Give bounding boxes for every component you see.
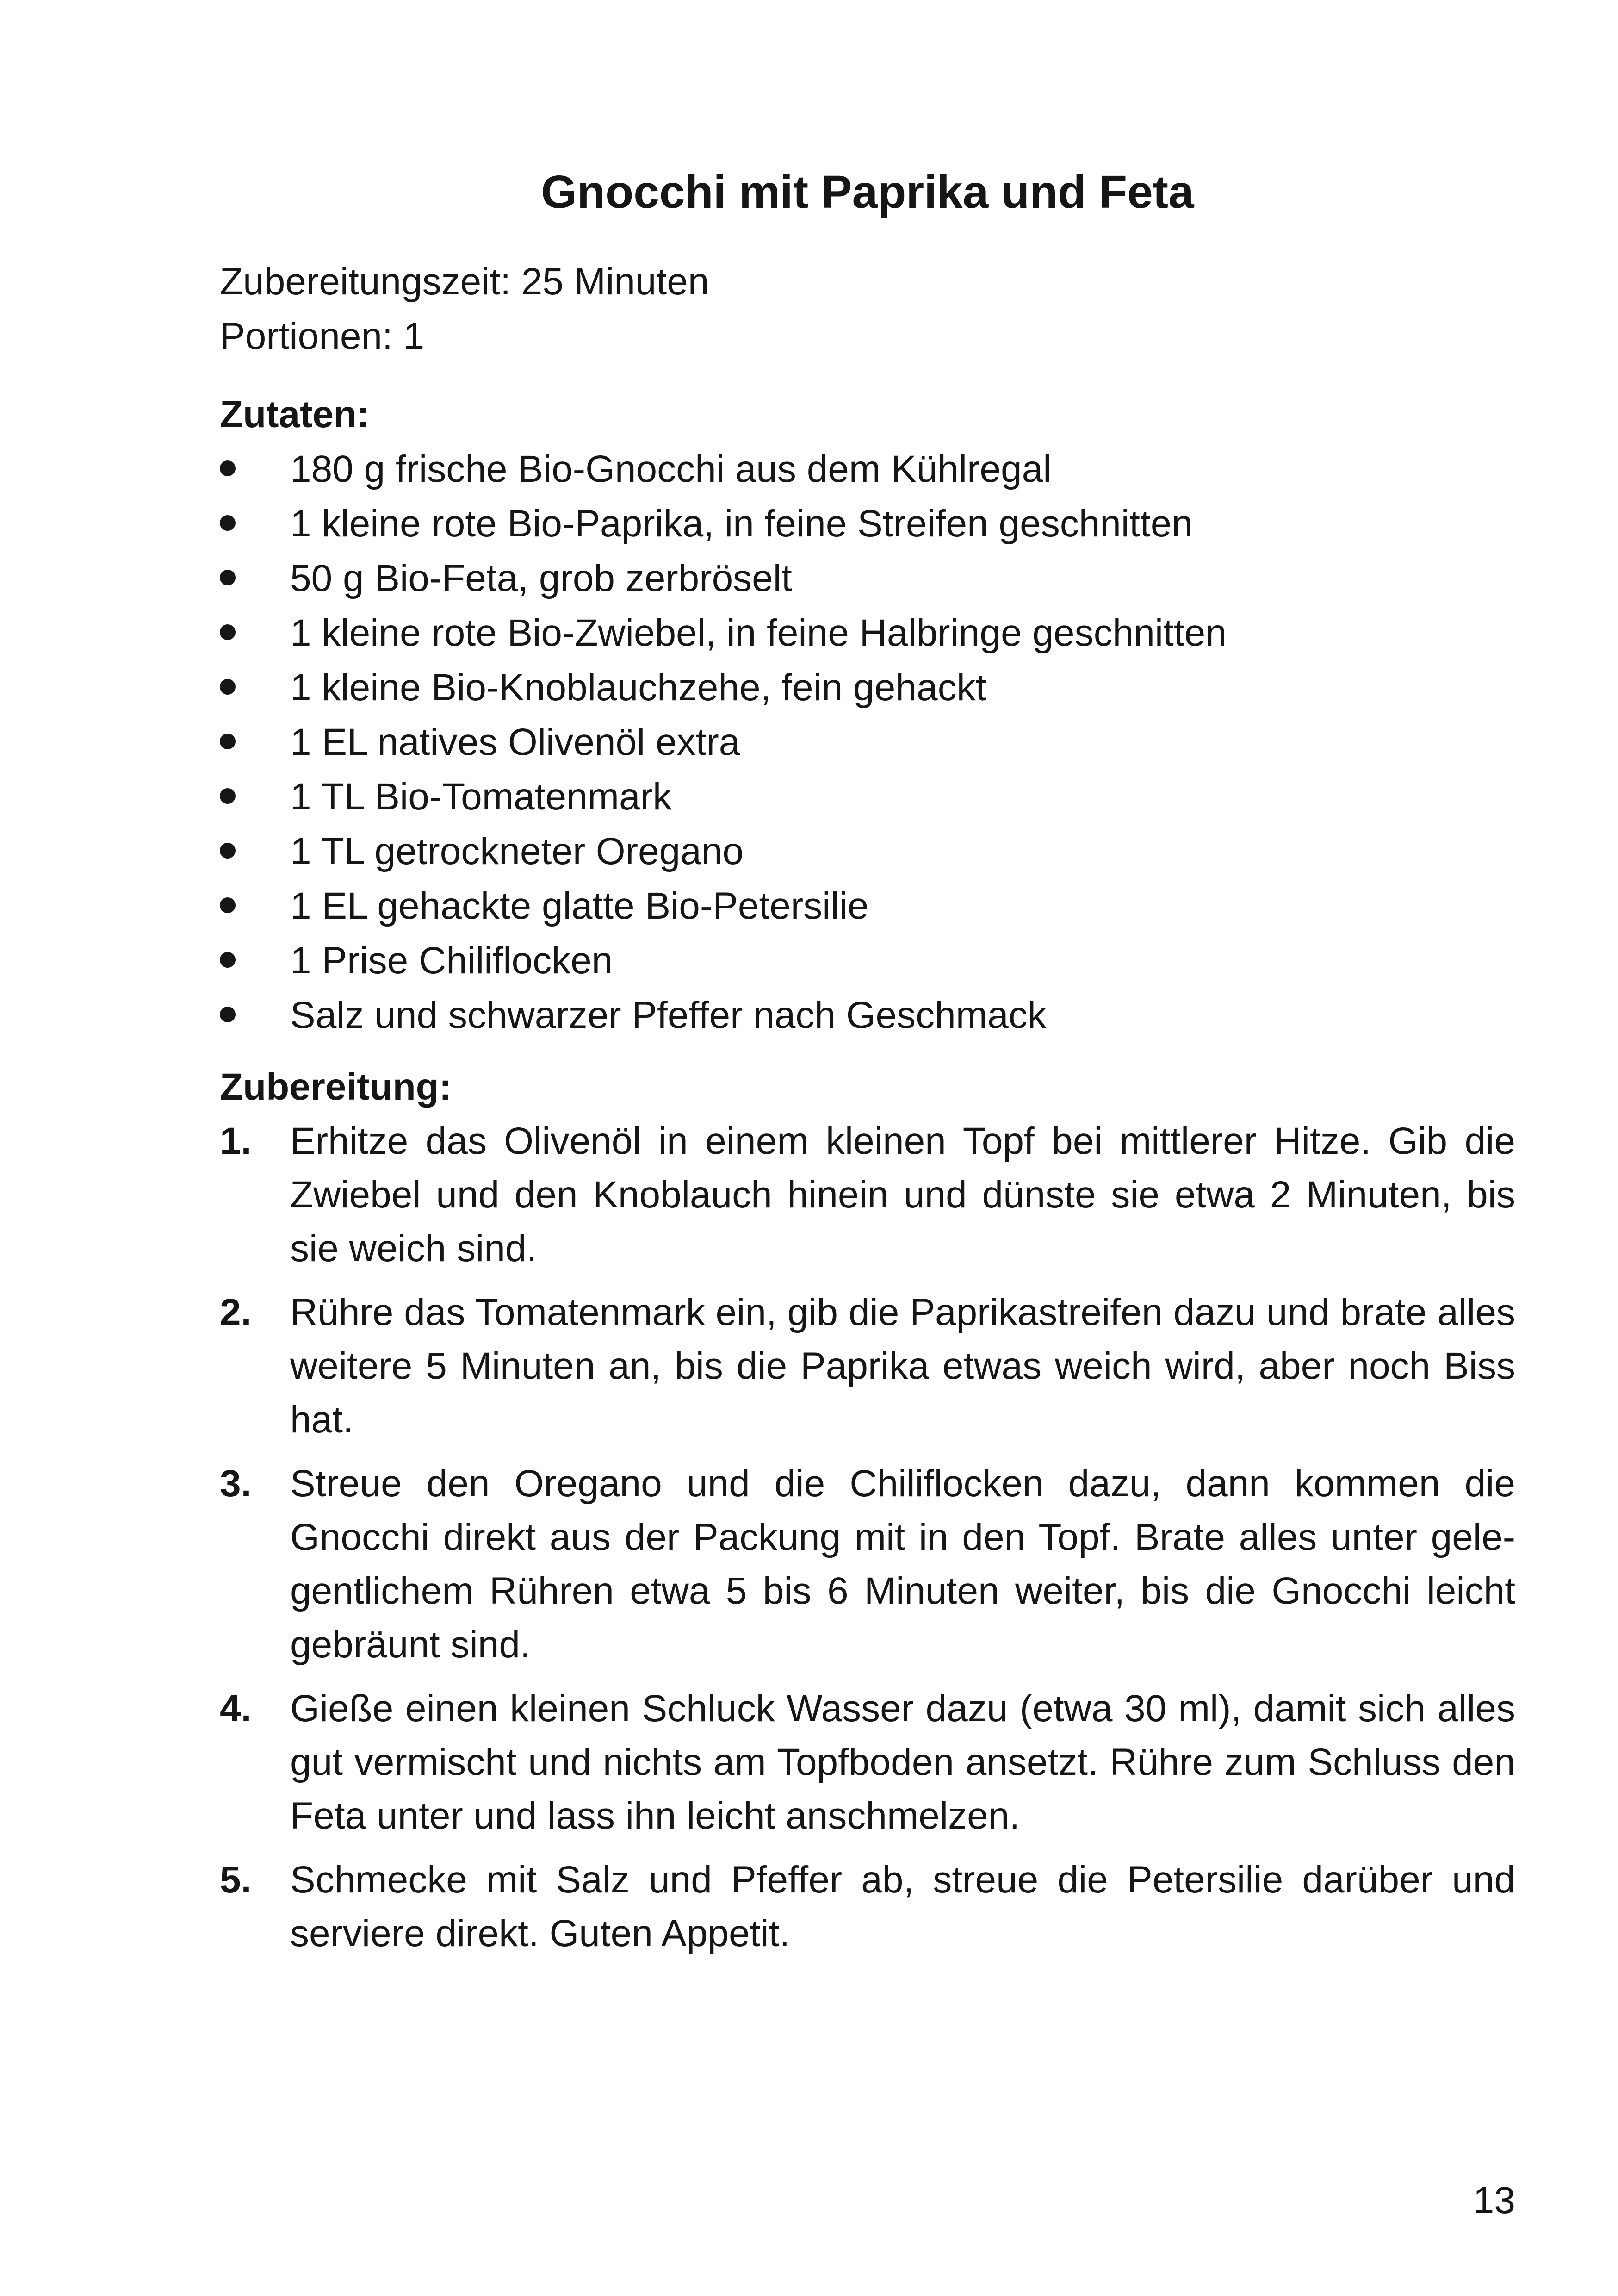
bullet-icon — [220, 788, 236, 804]
step-item — [220, 1114, 1515, 1276]
ingredient-item: 1 EL gehackte glatte Bio-Petersilie — [220, 879, 1515, 933]
ingredient-item: Salz und schwarzer Pfeffer nach Geschmack — [220, 988, 1515, 1043]
bullet-icon — [220, 570, 236, 585]
bullet-icon — [220, 843, 236, 859]
ingredient-item: 1 kleine Bio-Knoblauchzehe, fein gehackt — [220, 660, 1515, 715]
recipe-meta — [220, 255, 709, 364]
steps-list — [220, 1114, 1515, 1971]
step-item — [220, 1457, 1515, 1672]
ingredient-item: 1 kleine rote Bio-Paprika, in feine Streifen geschnitten — [220, 497, 1515, 551]
step-text: Streue den Oregano und die Chiliflocken dazu, dann kommen die Gnocchi direkt aus der Packung mit in den Topf. Brate alles unter gelegentlichem Rühren etwa 5 bis 6 Minuten weiter, bis die Gnocchi leicht gebräunt sind. — [290, 1462, 1515, 1666]
steps-heading: Zubereitung: — [220, 1066, 452, 1108]
ingredient-item: 1 EL natives Olivenöl extra — [220, 715, 1515, 770]
recipe-title: Gnocchi mit Paprika und Feta — [541, 166, 1194, 218]
step-number: 3. — [220, 1462, 252, 1505]
bullet-icon — [220, 1007, 236, 1022]
bullet-icon — [220, 897, 236, 913]
step-item — [220, 1286, 1515, 1447]
bullet-icon — [220, 952, 236, 968]
ingredient-item: 180 g frische Bio-Gnocchi aus dem Kühlregal — [220, 442, 1515, 497]
bullet-icon — [220, 515, 236, 531]
step-text: Gieße einen kleinen Schluck Wasser dazu (etwa 30 ml), damit sich alles gut vermischt und nichts am Topfboden ansetzt. Rühre zum Schluss den Feta unter und lass ihn leicht anschmelzen. — [290, 1687, 1515, 1837]
ingredient-item: 1 Prise Chiliflocken — [220, 933, 1515, 988]
bullet-icon — [220, 734, 236, 749]
page-number: 13 — [1473, 2179, 1515, 2221]
step-item — [220, 1853, 1515, 1960]
ingredient-item: 1 TL Bio-Tomatenmark — [220, 770, 1515, 824]
ingredient-item: 1 TL getrockneter Oregano — [220, 824, 1515, 879]
step-text: Rühre das Tomatenmark ein, gib die Paprikastreifen dazu und brate alles weitere 5 Minuten an, bis die Paprika etwas weich wird, aber noch Biss hat. — [290, 1291, 1515, 1441]
bullet-icon — [220, 679, 236, 695]
step-number: 4. — [220, 1687, 252, 1730]
servings: Portionen: 1 — [220, 315, 425, 357]
step-number: 1. — [220, 1120, 252, 1162]
prep-time: Zubereitungszeit: 25 Minuten — [220, 261, 709, 303]
step-number: 5. — [220, 1859, 252, 1901]
ingredients-heading: Zutaten: — [220, 393, 370, 436]
step-number: 2. — [220, 1291, 252, 1333]
ingredient-item: 1 kleine rote Bio-Zwiebel, in feine Halbringe geschnitten — [220, 606, 1515, 660]
step-text: Erhitze das Olivenöl in einem kleinen Topf bei mittlerer Hitze. Gib die Zwiebel und den Knoblauch hinein und dünste sie etwa 2 Minuten, bis sie weich sind. — [290, 1120, 1515, 1269]
ingredient-item: 50 g Bio-Feta, grob zerbröselt — [220, 551, 1515, 606]
ingredients-list — [220, 442, 1515, 1043]
bullet-icon — [220, 460, 236, 476]
step-item — [220, 1682, 1515, 1843]
bullet-icon — [220, 624, 236, 640]
step-text: Schmecke mit Salz und Pfeffer ab, streue die Petersilie darüber und serviere direkt. Guten Appetit. — [290, 1859, 1515, 1954]
